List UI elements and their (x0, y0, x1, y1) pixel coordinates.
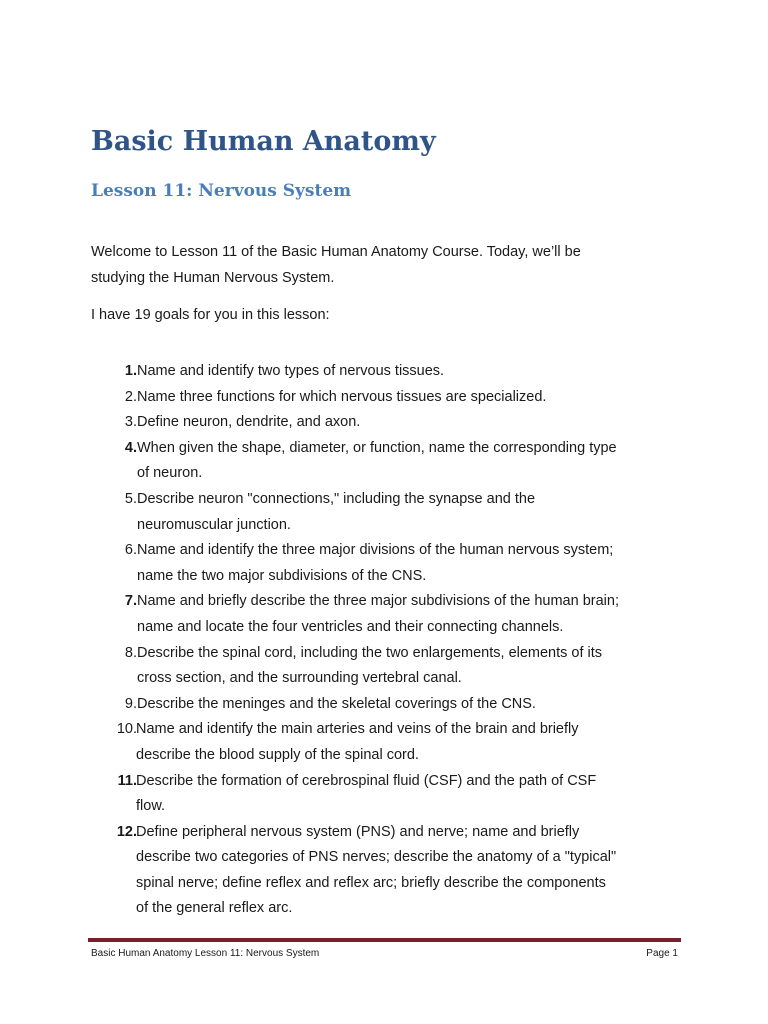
intro-paragraph (91, 240, 581, 291)
goals-intro: I have 19 goals for you in this lesson: (91, 307, 330, 323)
goal-text (137, 692, 691, 718)
goal-line: Name three functions for which nervous tissues are specialized. (137, 388, 547, 405)
goal-number: 4. (124, 439, 137, 456)
goal-number: 3. (124, 414, 137, 431)
goal-item (91, 410, 691, 436)
goal-text (136, 769, 691, 820)
goal-line: Define neuron, dendrite, and axon. (137, 414, 361, 431)
goal-item (91, 436, 691, 487)
goal-item (91, 359, 691, 385)
goal-text (137, 385, 691, 411)
goal-line: Name and identify the main arteries and veins of the brain and briefly (136, 721, 579, 738)
goal-number: 12. (116, 823, 137, 840)
goal-text (137, 410, 691, 436)
goal-item (91, 641, 691, 692)
goals-list (91, 359, 691, 922)
goal-line: Describe neuron "connections," including the synapse and the (137, 490, 536, 507)
goal-text (137, 538, 691, 589)
goal-line: Name and identify the three major divisions of the human nervous system; (137, 542, 614, 559)
intro-line: studying the Human Nervous System. (91, 269, 335, 286)
goal-text (137, 487, 691, 538)
lesson-subtitle: Lesson 11: Nervous System (91, 181, 352, 201)
goal-line: describe the blood supply of the spinal cord. (136, 746, 419, 763)
intro-line: Welcome to Lesson 11 of the Basic Human Anatomy Course. Today, we’ll be (91, 244, 581, 260)
goal-number: 9. (124, 695, 137, 712)
goal-line: Define peripheral nervous system (PNS) and nerve; name and briefly (136, 823, 580, 840)
goal-line: cross section, and the surrounding vertebral canal. (137, 670, 462, 687)
goal-number: 7. (124, 593, 137, 610)
goal-line: name the two major subdivisions of the CNS. (137, 567, 427, 584)
goal-number: 10. (116, 721, 137, 738)
goal-number: 6. (124, 542, 137, 559)
goal-line: of the general reflex arc. (136, 900, 293, 917)
goal-item (91, 692, 691, 718)
goal-line: Name and briefly describe the three major subdivisions of the human brain; (137, 593, 619, 610)
goal-item (91, 820, 691, 922)
goal-text (137, 641, 691, 692)
goal-line: Describe the meninges and the skeletal coverings of the CNS. (137, 695, 536, 712)
goal-line: describe two categories of PNS nerves; describe the anatomy of a "typical" (136, 849, 617, 866)
goal-number: 1. (124, 363, 137, 379)
goal-text (136, 717, 691, 768)
goal-line: flow. (136, 798, 166, 815)
goal-item (91, 589, 691, 640)
goal-text (137, 359, 691, 385)
goal-line: Describe the formation of cerebrospinal fluid (CSF) and the path of CSF (136, 772, 597, 789)
goal-number: 5. (124, 490, 137, 507)
goal-line: of neuron. (137, 465, 203, 482)
page-title: Basic Human Anatomy (91, 126, 436, 157)
page-number: Page 1 (646, 948, 678, 959)
footer-title: Basic Human Anatomy Lesson 11: Nervous System (91, 948, 320, 959)
goal-line: name and locate the four ventricles and their connecting channels. (137, 618, 564, 635)
goal-line: spinal nerve; define reflex and reflex arc; briefly describe the components (136, 874, 606, 891)
goal-line: Name and identify two types of nervous tissues. (137, 363, 445, 379)
goal-item (91, 385, 691, 411)
goal-line: When given the shape, diameter, or function, name the corresponding type (137, 439, 617, 456)
goal-item (91, 487, 691, 538)
goal-line: neuromuscular junction. (137, 516, 291, 533)
goal-text (137, 589, 691, 640)
goal-item (91, 717, 691, 768)
goal-number: 11. (117, 772, 137, 789)
goal-number: 2. (124, 388, 137, 405)
goal-number: 8. (124, 644, 137, 661)
goal-item (91, 769, 691, 820)
goal-item (91, 538, 691, 589)
goal-text (136, 820, 691, 922)
footer-divider (88, 938, 681, 942)
goal-line: Describe the spinal cord, including the two enlargements, elements of its (137, 644, 603, 661)
goal-text (137, 436, 691, 487)
